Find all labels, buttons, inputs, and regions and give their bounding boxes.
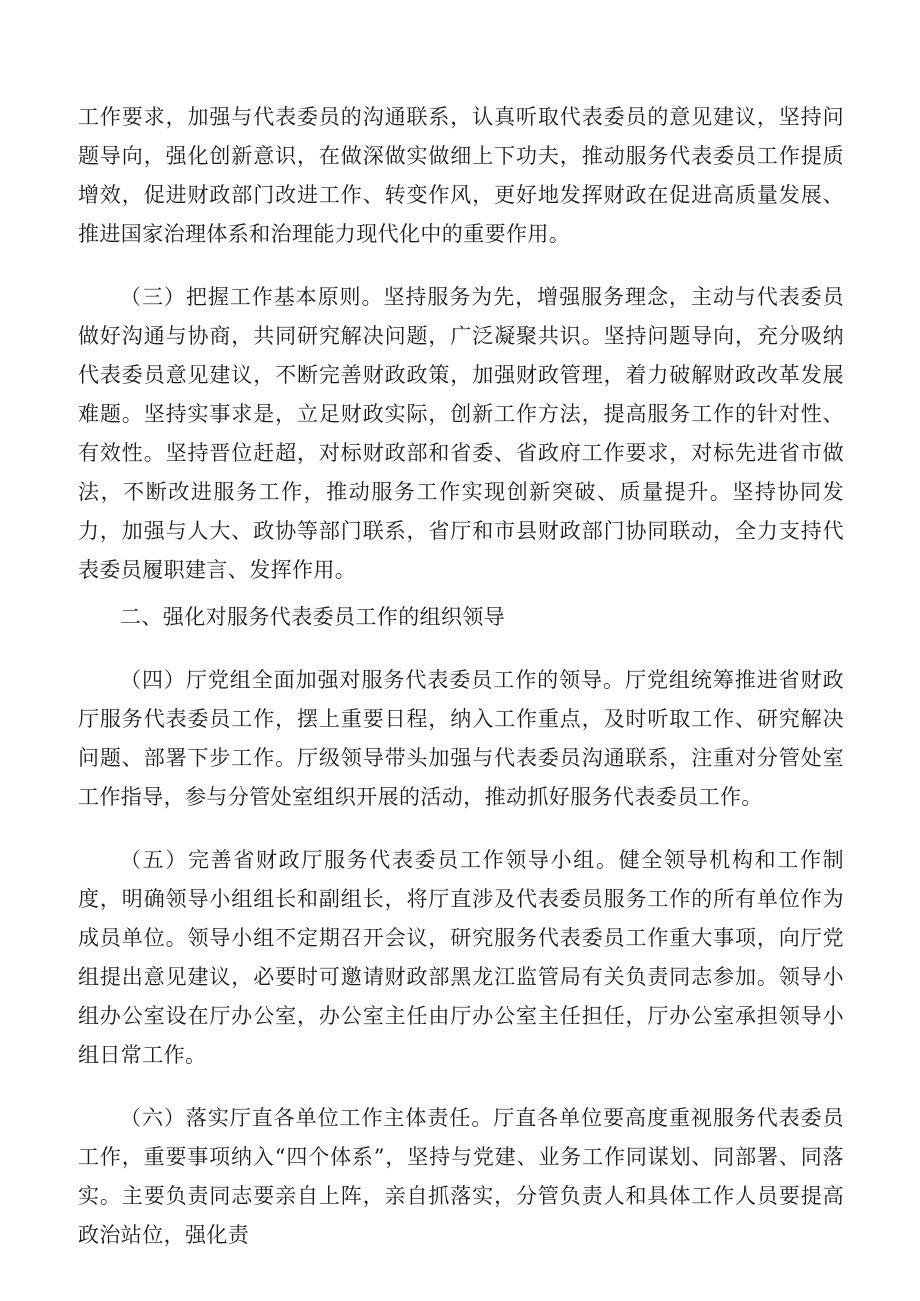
paragraph-section-4-leadership: （四）厅党组全面加强对服务代表委员工作的领导。厅党组统筹推进省财政厅服务代表委员工作，摆上重要日程，纳入工作重点，及时听取工作、研究解决问题、部署下步工作。厅级领导带头加强与代表委员沟通联系，注重对分管处室工作指导，参与分管处室组织开展的活动，推动抓好服务代表委员工作。 bbox=[78, 668, 844, 809]
document-body bbox=[78, 98, 844, 1255]
paragraph-continuation: 工作要求，加强与代表委员的沟通联系，认真听取代表委员的意见建议，坚持问题导向，强化创新意识，在做深做实做细上下功夫，推动服务代表委员工作提质增效，促进财政部门改进工作、转变作风，更好地发挥财政在促进高质量发展、推进国家治理体系和治理能力现代化中的重要作用。 bbox=[78, 105, 844, 246]
paragraph-section-5-leading-group: （五）完善省财政厅服务代表委员工作领导小组。健全领导机构和工作制度，明确领导小组组长和副组长，将厅直涉及代表委员服务工作的所有单位作为成员单位。领导小组不定期召开会议，研究服务代表委员工作重大事项，向厅党组提出意见建议，必要时可邀请财政部黑龙江监管局有关负责同志参加。领导小组办公室设在厅办公室，办公室主任由厅办公室主任担任，厅办公室承担领导小组日常工作。 bbox=[78, 848, 844, 1067]
section-heading-2: 二、强化对服务代表委员工作的组织领导 bbox=[120, 605, 506, 629]
paragraph-section-3-principles: （三）把握工作基本原则。坚持服务为先，增强服务理念，主动与代表委员做好沟通与协商，共同研究解决问题，广泛凝聚共识。坚持问题导向，充分吸纳代表委员意见建议，不断完善财政政策，加强财政管理，着力破解财政改革发展难题。坚持实事求是，立足财政实际，创新工作方法，提高服务工作的针对性、有效性。坚持晋位赶超，对标财政部和省委、省政府工作要求，对标先进省市做法，不断改进服务工作，推动服务工作实现创新突破、质量提升。坚持协同发力，加强与人大、政协等部门联系，省厅和市县财政部门协同联动，全力支持代表委员履职建言、发挥作用。 bbox=[78, 285, 844, 582]
paragraph-section-6-responsibility: （六）落实厅直各单位工作主体责任。厅直各单位要高度重视服务代表委员工作，重要事项纳入“四个体系”，坚持与党建、业务工作同谋划、同部署、同落实。主要负责同志要亲自上阵，亲自抓落实，分管负责人和具体工作人员要提高政治站位，强化责 bbox=[78, 1106, 844, 1247]
